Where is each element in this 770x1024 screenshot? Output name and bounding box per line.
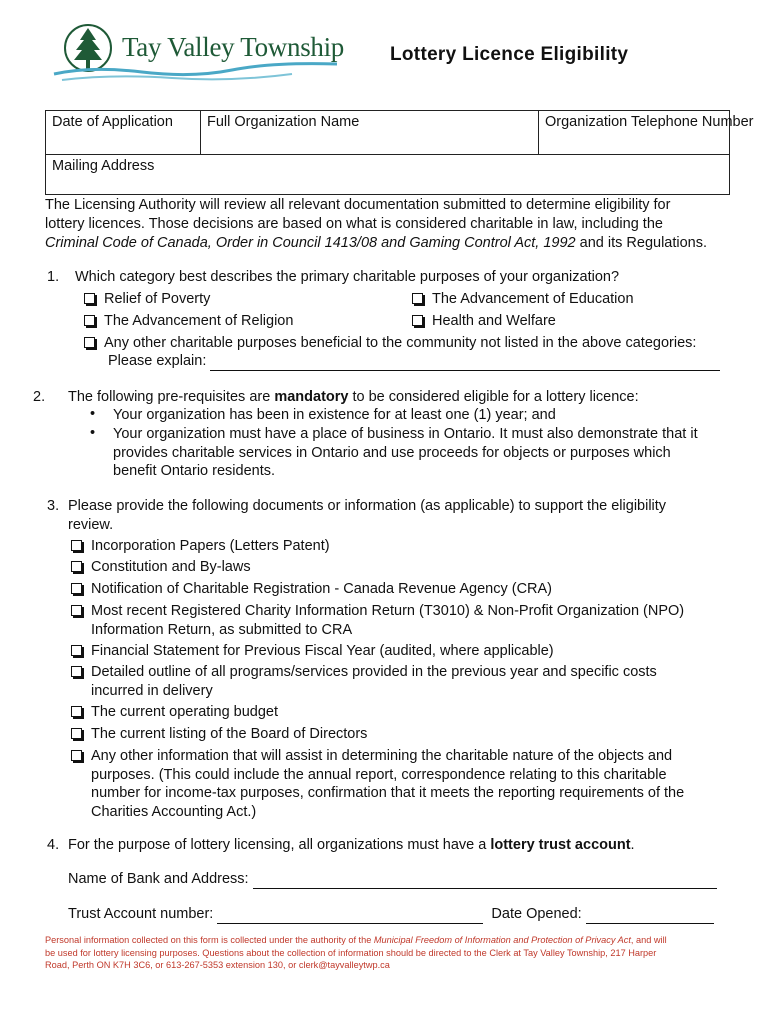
checkbox-incorporation-papers[interactable] [71, 537, 330, 556]
bullet-icon: • [90, 406, 96, 422]
doc-label: Any other information that will assist in determining the charitable nature of the objects and [91, 748, 673, 764]
footer-line: Road, Perth ON K7H 3C6, or 613-267-5353 extension 130, or clerk@tayvalleytwp.ca [45, 960, 390, 970]
checkbox-icon[interactable] [71, 583, 82, 594]
q3-line: review. [68, 516, 114, 533]
q2-start: The following pre-requisites are [68, 389, 275, 405]
bullet-icon: • [90, 425, 96, 441]
doc-label-cont: incurred in delivery [91, 682, 213, 699]
checkbox-program-outline[interactable] [71, 663, 657, 700]
q2-end: to be considered eligible for a lottery licence: [348, 389, 639, 405]
date-opened-input-line[interactable] [586, 908, 714, 924]
doc-label-cont: Information Return, as submitted to CRA [91, 621, 353, 638]
checkbox-cra-notification[interactable] [71, 580, 552, 599]
info-row [46, 111, 754, 155]
q1-question: Which category best describes the primary charitable purposes of your organization? [75, 269, 620, 285]
q3-line: Please provide the following documents or information (as applicable) to support the eligibility [68, 498, 667, 514]
bank-address-input-line[interactable] [253, 873, 717, 889]
bank-address-row [68, 870, 717, 889]
q4-start: For the purpose of lottery licensing, all organizations must have a [68, 837, 491, 853]
intro-paragraph [45, 196, 735, 253]
doc-label: Most recent Registered Charity Information Return (T3010) & Non-Profit Organization (NPO) [91, 603, 685, 619]
q4-number: 4. [47, 837, 60, 853]
intro-end: and its Regulations. [575, 235, 708, 251]
doc-label: Detailed outline of all programs/services provided in the previous year and specific costs [91, 664, 657, 680]
q2-bullet-1: Your organization has been in existence for at least one (1) year; and [113, 407, 556, 423]
doc-label: The current operating budget [91, 704, 279, 720]
date-label: Date of Application [52, 114, 173, 130]
doc-label: The current listing of the Board of Directors [91, 726, 368, 742]
act-name: Municipal Freedom of Information and Protection of Privacy Act [373, 935, 631, 945]
footer-line [45, 934, 667, 947]
option-label: The Advancement of Education [432, 291, 634, 307]
checkbox-icon[interactable] [84, 293, 95, 304]
trust-account-row [68, 905, 714, 924]
mailing-label: Mailing Address [52, 158, 155, 174]
q2-text [68, 388, 639, 407]
checkbox-other-information[interactable] [71, 747, 684, 821]
date-of-application-field[interactable] [46, 111, 201, 155]
option-label: Health and Welfare [432, 313, 556, 329]
checkbox-icon[interactable] [84, 315, 95, 326]
trust-account-text: lottery trust account [490, 837, 631, 853]
doc-label-cont: Charities Accounting Act.) [91, 803, 257, 820]
mailing-address-field[interactable] [46, 155, 160, 177]
doc-label: Incorporation Papers (Letters Patent) [91, 538, 330, 554]
checkbox-advancement-religion[interactable] [84, 312, 293, 331]
doc-label: Notification of Charitable Registration - Canada Revenue Agency (CRA) [91, 581, 553, 597]
bank-label: Name of Bank and Address: [68, 871, 249, 887]
checkbox-icon[interactable] [412, 315, 423, 326]
checkbox-icon[interactable] [71, 561, 82, 572]
checkbox-icon[interactable] [71, 728, 82, 739]
doc-label-cont: number for income-tax purposes, confirmation that it meets the reporting requirements of the [91, 785, 685, 801]
explain-label: Please explain: [108, 353, 207, 369]
checkbox-icon[interactable] [71, 645, 82, 656]
q3-number: 3. [47, 498, 60, 514]
checkbox-board-listing[interactable] [71, 725, 367, 744]
option-label: Relief of Poverty [104, 291, 211, 307]
checkbox-icon[interactable] [71, 706, 82, 717]
checkbox-icon[interactable] [71, 750, 82, 761]
checkbox-operating-budget[interactable] [71, 703, 278, 722]
intro-line: The Licensing Authority will review all relevant documentation submitted to determine eligibility for [45, 197, 671, 213]
checkbox-charity-return[interactable] [71, 602, 684, 639]
checkbox-icon[interactable] [84, 337, 95, 348]
date-opened-label: Date Opened: [491, 906, 582, 922]
option-label: Any other charitable purposes beneficial to the community not listed in the above categories: [104, 335, 697, 351]
account-label: Trust Account number: [68, 906, 214, 922]
q2-bullet-2 [113, 425, 698, 481]
q2-number: 2. [33, 389, 46, 405]
telephone-field[interactable] [539, 111, 754, 155]
q1-number: 1. [47, 269, 60, 285]
checkbox-financial-statement[interactable] [71, 642, 554, 661]
doc-label-cont: purposes. (This could include the annual report, correspondence relating to this charitable [91, 766, 667, 783]
footer-start: Personal information collected on this form is collected under the authority of the [45, 935, 374, 945]
doc-label: Financial Statement for Previous Fiscal Year (audited, where applicable) [91, 643, 554, 659]
bullet-line: provides charitable services in Ontario and use proceeds for objects or purposes which [113, 444, 671, 461]
page-title: Lottery Licence Eligibility [390, 44, 629, 65]
checkbox-icon[interactable] [71, 605, 82, 616]
q4-text [68, 836, 635, 855]
intro-line: lottery licences. Those decisions are based on what is considered charitable in law, including the [45, 216, 663, 232]
checkbox-icon[interactable] [71, 540, 82, 551]
q4-end: . [630, 837, 635, 853]
checkbox-constitution[interactable] [71, 558, 251, 577]
mandatory-text: mandatory [274, 389, 349, 405]
legislation-text: Criminal Code of Canada, Order in Council 1413/08 and Gaming Control Act, 1992 [45, 235, 576, 251]
checkbox-relief-of-poverty[interactable] [84, 290, 210, 309]
account-number-input-line[interactable] [217, 908, 483, 924]
doc-label: Constitution and By-laws [91, 559, 251, 575]
phone-label: Organization Telephone Number [545, 114, 754, 130]
option-label: The Advancement of Religion [104, 313, 294, 329]
logo-text: Tay Valley Township [122, 32, 345, 62]
checkbox-health-welfare[interactable] [412, 312, 556, 331]
please-explain-row [108, 352, 720, 371]
org-name-label: Full Organization Name [207, 114, 360, 130]
q3-text [68, 497, 666, 534]
organization-name-field[interactable] [201, 111, 539, 155]
bullet-line: Your organization must have a place of business in Ontario. It must also demonstrate that it [113, 426, 698, 442]
explain-input-line[interactable] [210, 355, 720, 371]
bullet-line: benefit Ontario residents. [113, 463, 276, 479]
checkbox-advancement-education[interactable] [412, 290, 634, 309]
application-info-table [45, 110, 754, 195]
checkbox-icon[interactable] [412, 293, 423, 304]
checkbox-other-purposes[interactable] [84, 334, 696, 353]
checkbox-icon[interactable] [71, 666, 82, 677]
privacy-notice [45, 934, 667, 972]
footer-end: , and will [630, 935, 667, 945]
intro-line [45, 234, 735, 253]
footer-line: be used for lottery licensing purposes. Questions about the collection of information should be directed to the Clerk at Tay Valley Township, 217 Harper [45, 947, 657, 958]
